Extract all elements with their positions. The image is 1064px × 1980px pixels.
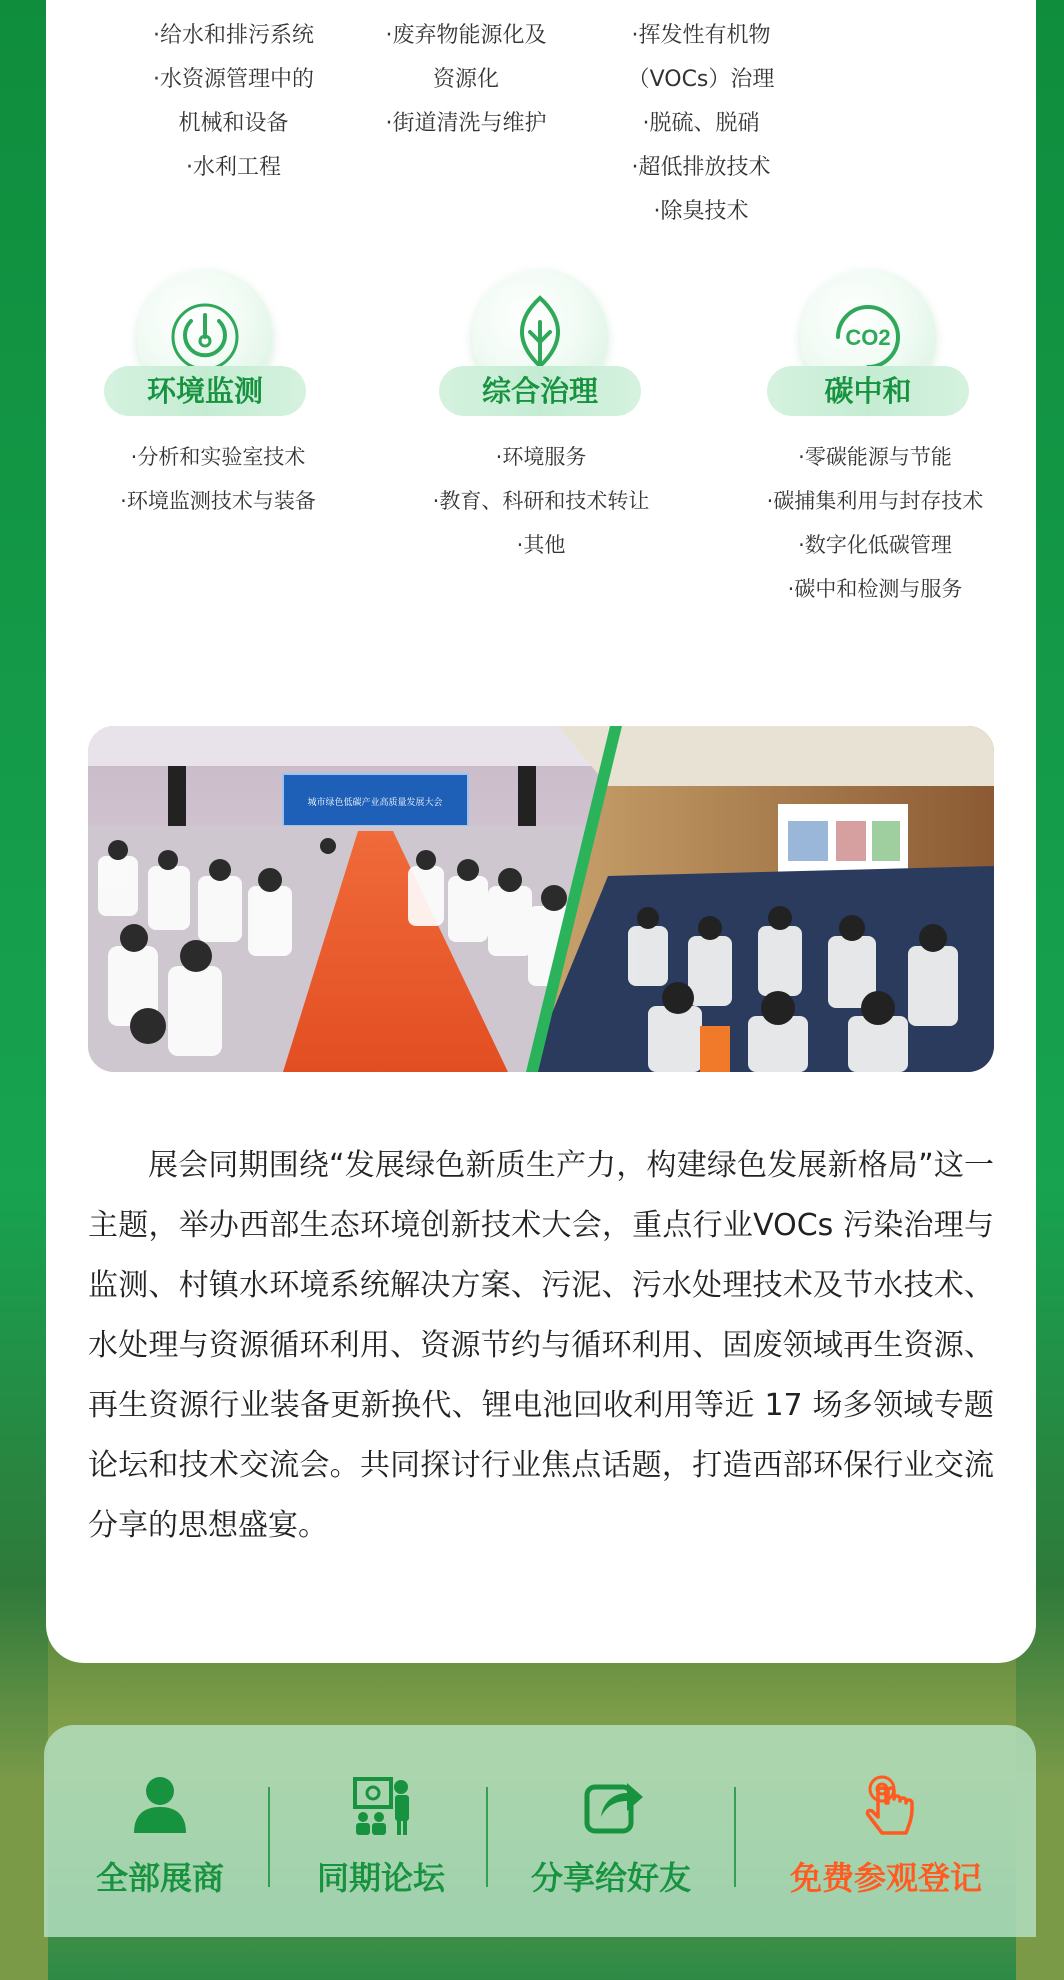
bottom-nav [44, 1725, 1036, 1937]
list-item: ·废弃物能源化及 [385, 23, 547, 48]
list-item: （VOCs）治理 [627, 67, 775, 92]
category-list-water [116, 14, 351, 190]
list-item: ·环境服务 [495, 445, 587, 469]
nav-all-exhibitors[interactable] [44, 1725, 276, 1937]
list-item: ·环境监测技术与装备 [120, 489, 316, 513]
list-item: ·水利工程 [186, 155, 281, 180]
presentation-icon [351, 1773, 411, 1837]
category-title-monitoring: 环境监测 [104, 366, 306, 416]
tap-hand-icon [856, 1773, 916, 1837]
list-item: ·零碳能源与节能 [798, 445, 952, 469]
background-left [0, 0, 48, 1980]
user-icon [130, 1773, 190, 1837]
list-item: ·超低排放技术 [631, 155, 771, 180]
list-item: ·碳中和检测与服务 [787, 577, 963, 601]
nav-forums[interactable] [276, 1725, 486, 1937]
share-icon [581, 1773, 641, 1837]
category-list-air [586, 14, 816, 234]
category-title-governance: 综合治理 [439, 366, 641, 416]
list-item: ·教育、科研和技术转让 [432, 489, 650, 513]
category-list-governance [406, 435, 676, 567]
list-item: ·其他 [516, 533, 566, 557]
nav-label: 同期论坛 [316, 1859, 445, 1897]
nav-label: 全部展商 [95, 1859, 224, 1897]
list-item: ·除臭技术 [653, 199, 749, 224]
list-item: 机械和设备 [178, 111, 289, 136]
nav-free-registration[interactable] [736, 1725, 1036, 1937]
conference-photo [88, 726, 994, 1072]
list-item: ·挥发性有机物 [631, 23, 771, 48]
nav-label: 免费参观登记 [789, 1859, 982, 1897]
list-item: ·分析和实验室技术 [130, 445, 306, 469]
list-item: ·数字化低碳管理 [798, 533, 952, 557]
nav-label: 分享给好友 [530, 1859, 691, 1897]
list-item: ·街道清洗与维护 [385, 111, 547, 136]
category-list-monitoring [82, 435, 354, 523]
list-item: ·给水和排污系统 [153, 23, 314, 48]
event-description: 展会同期围绕“发展绿色新质生产力，构建绿色发展新格局”这一主题，举办西部生态环境创新技术大会，重点行业VOCs 污染治理与监测、村镇水环境系统解决方案、污泥、污水处理技术及节水技术、水处理与资源循环利用、资源节约与循环利用、固废领域再生资源、再生资源行业装备更新换代、锂电池回收利用等近 17 场多领域专题论坛和技术交流会。共同探讨行业焦点话题，打造西部环保行业交流分享的思想盛宴。 [88, 1148, 994, 1543]
category-list-carbon-neutral [746, 435, 1004, 611]
list-item: 资源化 [432, 67, 499, 92]
divider [268, 1787, 270, 1887]
category-title-carbon-neutral: 碳中和 [767, 366, 969, 416]
category-list-waste [346, 14, 586, 146]
list-item: ·脱硫、脱硝 [642, 111, 760, 136]
list-item: ·碳捕集利用与封存技术 [766, 489, 984, 513]
nav-share[interactable] [488, 1725, 734, 1937]
svg-text:CO2: CO2 [845, 325, 891, 350]
stage-screen-text: 城市绿色低碳产业高质量发展大会 [307, 797, 443, 807]
list-item: ·水资源管理中的 [153, 67, 314, 92]
